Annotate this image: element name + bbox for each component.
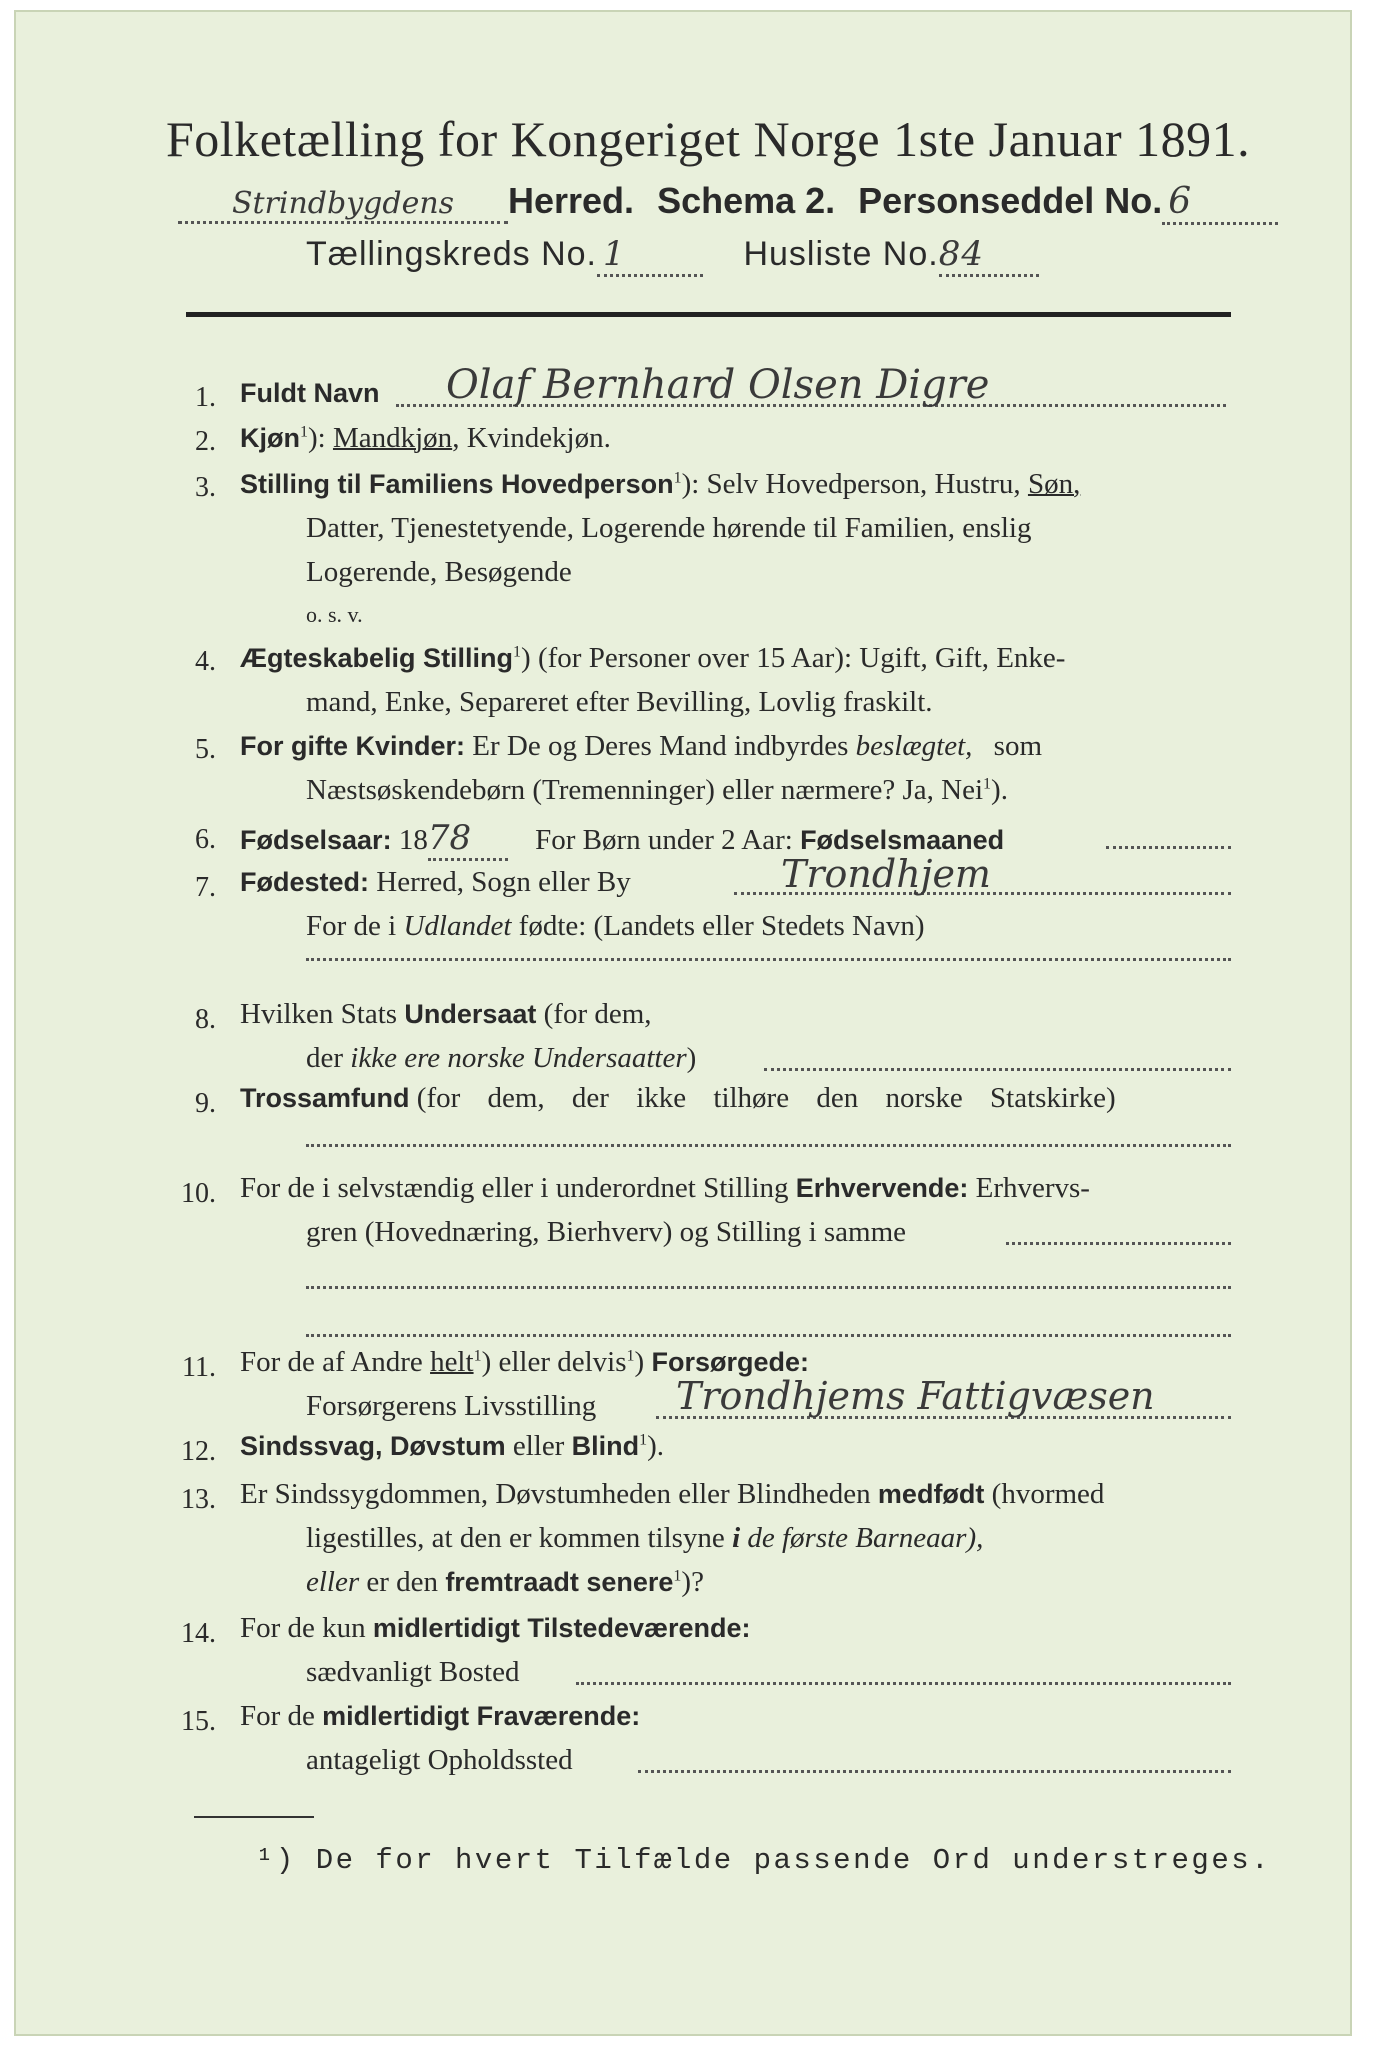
q3-line3: Logerende, Besøgende bbox=[306, 556, 572, 588]
q14-dotline bbox=[576, 1682, 1231, 1685]
q3-label: Stilling til Familiens Hovedperson bbox=[240, 469, 674, 499]
q13-text: Er Sindssygdommen, Døvstumheden eller Blindheden bbox=[240, 1478, 871, 1510]
q11-text: For de af Andre bbox=[240, 1346, 423, 1378]
q12-label2: Blind bbox=[571, 1431, 640, 1461]
q13-line2 bbox=[306, 1522, 983, 1555]
q10-dotline bbox=[1006, 1242, 1231, 1245]
q11-line1: For de af Andre helt$^1$) eller delvis$^1$) Forsørgede: bbox=[240, 1346, 809, 1378]
herred-label: Herred. bbox=[508, 180, 635, 221]
q11-selected: helt bbox=[430, 1346, 474, 1378]
q2-option-male: Mandkjøn bbox=[332, 422, 453, 454]
item-number: 7. bbox=[195, 872, 216, 903]
item-number: 11. bbox=[182, 1352, 216, 1383]
husliste-label: Husliste No. bbox=[743, 235, 939, 273]
item-number: 8. bbox=[195, 1004, 216, 1035]
q3-line4: o. s. v. bbox=[306, 602, 363, 627]
item-number: 3. bbox=[195, 472, 216, 503]
q4-line1: Ægteskabelig Stilling$^1$) (for Personer over 15 Aar): Ugift, Gift, Enke- bbox=[240, 642, 1066, 674]
footnote: ¹) De for hvert Tilfælde passende Ord understreges. bbox=[256, 1844, 1272, 1877]
q3-line2: Datter, Tjenestetyende, Logerende hørende til Familien, enslig bbox=[306, 512, 1032, 544]
kreds-row bbox=[306, 234, 1039, 277]
q13-text3-italic: eller bbox=[306, 1566, 360, 1598]
item-number: 4. bbox=[195, 646, 216, 677]
item-number: 14. bbox=[181, 1618, 216, 1649]
q10-text: For de i selvstændig eller i underordnet Stilling bbox=[240, 1172, 789, 1204]
kreds-label: Tællingskreds No. bbox=[306, 235, 597, 273]
form-title: Folketælling for Kongeriget Norge 1ste Januar 1891. bbox=[166, 111, 1251, 167]
q14-line1 bbox=[240, 1612, 751, 1645]
q2-label: Kjøn bbox=[240, 423, 300, 453]
q8-text2-italic: ikke ere norske Undersaatter bbox=[350, 1042, 687, 1074]
q10-line2: gren (Hovednæring, Bierhverv) og Stilling i samme bbox=[306, 1216, 907, 1248]
q5-text: Er De og Deres Mand indbyrdes bbox=[472, 730, 849, 762]
q7-text2: For de i bbox=[306, 910, 397, 942]
q12-line: Sindssvag, Døvstum eller Blind$^1$). bbox=[240, 1430, 665, 1462]
q9-text: (for dem, der ikke tilhøre den norske Statskirke) bbox=[416, 1082, 1116, 1114]
q12-label: Sindssvag, Døvstum bbox=[240, 1431, 506, 1461]
item-number: 1. bbox=[195, 382, 216, 413]
q6-dotline bbox=[1106, 846, 1231, 849]
q13-label2: fremtraadt senere bbox=[445, 1567, 674, 1597]
q2-option-female: Kvindekjøn. bbox=[466, 422, 611, 454]
q15-line2: antageligt Opholdssted bbox=[306, 1744, 573, 1776]
q7-line2 bbox=[306, 910, 925, 943]
q10-label: Erhvervende: bbox=[795, 1173, 969, 1203]
q5-label: For gifte Kvinder: bbox=[240, 731, 466, 761]
husliste-value: 84 bbox=[939, 234, 1039, 277]
q15-dotline bbox=[638, 1770, 1231, 1773]
q15-text: For de bbox=[240, 1700, 315, 1732]
q7-value: Trondhjem bbox=[781, 852, 991, 896]
q13-text2-italic: i bbox=[732, 1522, 741, 1554]
q7-dotline2 bbox=[306, 958, 1231, 961]
q6-month-label: Fødselsmaaned bbox=[800, 825, 1005, 855]
q5-line2: Næstsøskendebørn (Tremenninger) eller nærmere? Ja, Nei$^1$). bbox=[306, 774, 1008, 806]
q10-dotline2 bbox=[306, 1286, 1231, 1289]
item-number: 9. bbox=[195, 1088, 216, 1119]
q7-label: Fødested: bbox=[240, 867, 370, 897]
q6-year-value: 78 bbox=[428, 818, 508, 861]
footnote-rule bbox=[194, 1816, 314, 1818]
personseddel-label: Personseddel No. bbox=[858, 180, 1163, 221]
herred-row bbox=[178, 180, 1278, 225]
q9-dotline bbox=[306, 1144, 1231, 1147]
q8-line2: der ikke ere norske Undersaatter) bbox=[306, 1042, 697, 1074]
q3-line1: Stilling til Familiens Hovedperson$^1$): Selv Hovedperson, Hustru, Søn, bbox=[240, 468, 1081, 500]
q2-line: Kjøn$^1$): Mandkjøn, Kvindekjøn. bbox=[240, 422, 611, 454]
q10-dotline3 bbox=[306, 1334, 1231, 1337]
q4-label: Ægteskabelig Stilling bbox=[240, 643, 514, 673]
q13-text2: ligestilles, at den er kommen tilsyne bbox=[306, 1522, 725, 1554]
schema-label: Schema 2. bbox=[657, 180, 836, 221]
q15-label: midlertidigt Fraværende: bbox=[322, 1701, 641, 1731]
q12-text: eller bbox=[512, 1430, 565, 1462]
q11-line2: Forsørgerens Livsstilling bbox=[306, 1390, 597, 1422]
q8-text: (for dem, bbox=[543, 998, 652, 1030]
q1-label: Fuldt Navn bbox=[240, 378, 380, 408]
q11-value: Trondhjems Fattigvæsen bbox=[676, 1374, 1155, 1418]
q13-line3: eller er den fremtraadt senere$^1$)? bbox=[306, 1566, 704, 1598]
q8-text: Hvilken Stats bbox=[240, 998, 398, 1030]
item-number: 15. bbox=[181, 1706, 216, 1737]
q3-text: Selv Hovedperson, Hustru, bbox=[706, 468, 1021, 500]
herred-value: Strindbygdens bbox=[178, 186, 508, 224]
q10-text: Erhvervs- bbox=[975, 1172, 1090, 1204]
q15-line1 bbox=[240, 1700, 640, 1733]
item-number: 12. bbox=[181, 1436, 216, 1467]
q13-line1 bbox=[240, 1478, 1104, 1511]
q9-label: Trossamfund bbox=[240, 1083, 410, 1113]
q1-value: Olaf Bernhard Olsen Digre bbox=[446, 362, 990, 408]
personseddel-value: 6 bbox=[1162, 181, 1278, 225]
q6-year-prefix: 18 bbox=[398, 824, 428, 856]
q8-text2: der bbox=[306, 1042, 344, 1074]
item-number: 6. bbox=[195, 824, 216, 855]
q5-line1 bbox=[240, 730, 1042, 763]
q5-text2: Næstsøskendebørn (Tremenninger) eller nærmere? Ja, Nei bbox=[306, 774, 984, 806]
q13-text3: er den bbox=[366, 1566, 439, 1598]
q7-text: Herred, Sogn eller By bbox=[376, 866, 631, 898]
q11-text: eller delvis bbox=[498, 1346, 627, 1378]
q7-text2: fødte: (Landets eller Stedets Navn) bbox=[518, 910, 925, 942]
q9-line1 bbox=[240, 1082, 1230, 1115]
item-number: 2. bbox=[195, 426, 216, 457]
q13-text2-italic: de første Barneaar), bbox=[747, 1522, 984, 1554]
q14-label: midlertidigt Tilstedeværende: bbox=[372, 1613, 751, 1643]
q7-text2-italic: Udlandet bbox=[403, 910, 512, 942]
q10-line1 bbox=[240, 1172, 1090, 1205]
q4-line2: mand, Enke, Separeret efter Bevilling, Lovlig fraskilt. bbox=[306, 686, 933, 718]
q11-label: Forsørgede: bbox=[651, 1347, 809, 1377]
q5-text: som bbox=[993, 730, 1042, 762]
q8-label: Undersaat bbox=[404, 999, 537, 1029]
q5-text-italic: beslægtet, bbox=[855, 730, 973, 762]
q14-line2: sædvanligt Bosted bbox=[306, 1656, 520, 1688]
q8-dotline bbox=[764, 1068, 1231, 1071]
q6-label: Fødselsaar: bbox=[240, 825, 392, 855]
q4-text: (for Personer over 15 Aar): Ugift, Gift, Enke- bbox=[537, 642, 1066, 674]
item-number: 10. bbox=[181, 1178, 216, 1209]
q8-line1 bbox=[240, 998, 652, 1031]
item-number: 5. bbox=[195, 734, 216, 765]
q7-line1 bbox=[240, 866, 631, 899]
q13-label: medfødt bbox=[877, 1479, 985, 1509]
kreds-value: 1 bbox=[597, 234, 703, 277]
q13-text: (hvormed bbox=[991, 1478, 1105, 1510]
item-number: 13. bbox=[181, 1484, 216, 1515]
q14-text: For de kun bbox=[240, 1612, 366, 1644]
q3-selected: Søn, bbox=[1027, 468, 1081, 500]
q6-text: For Børn under 2 Aar: bbox=[535, 824, 793, 856]
census-form bbox=[14, 10, 1352, 2036]
header-divider bbox=[186, 312, 1231, 317]
